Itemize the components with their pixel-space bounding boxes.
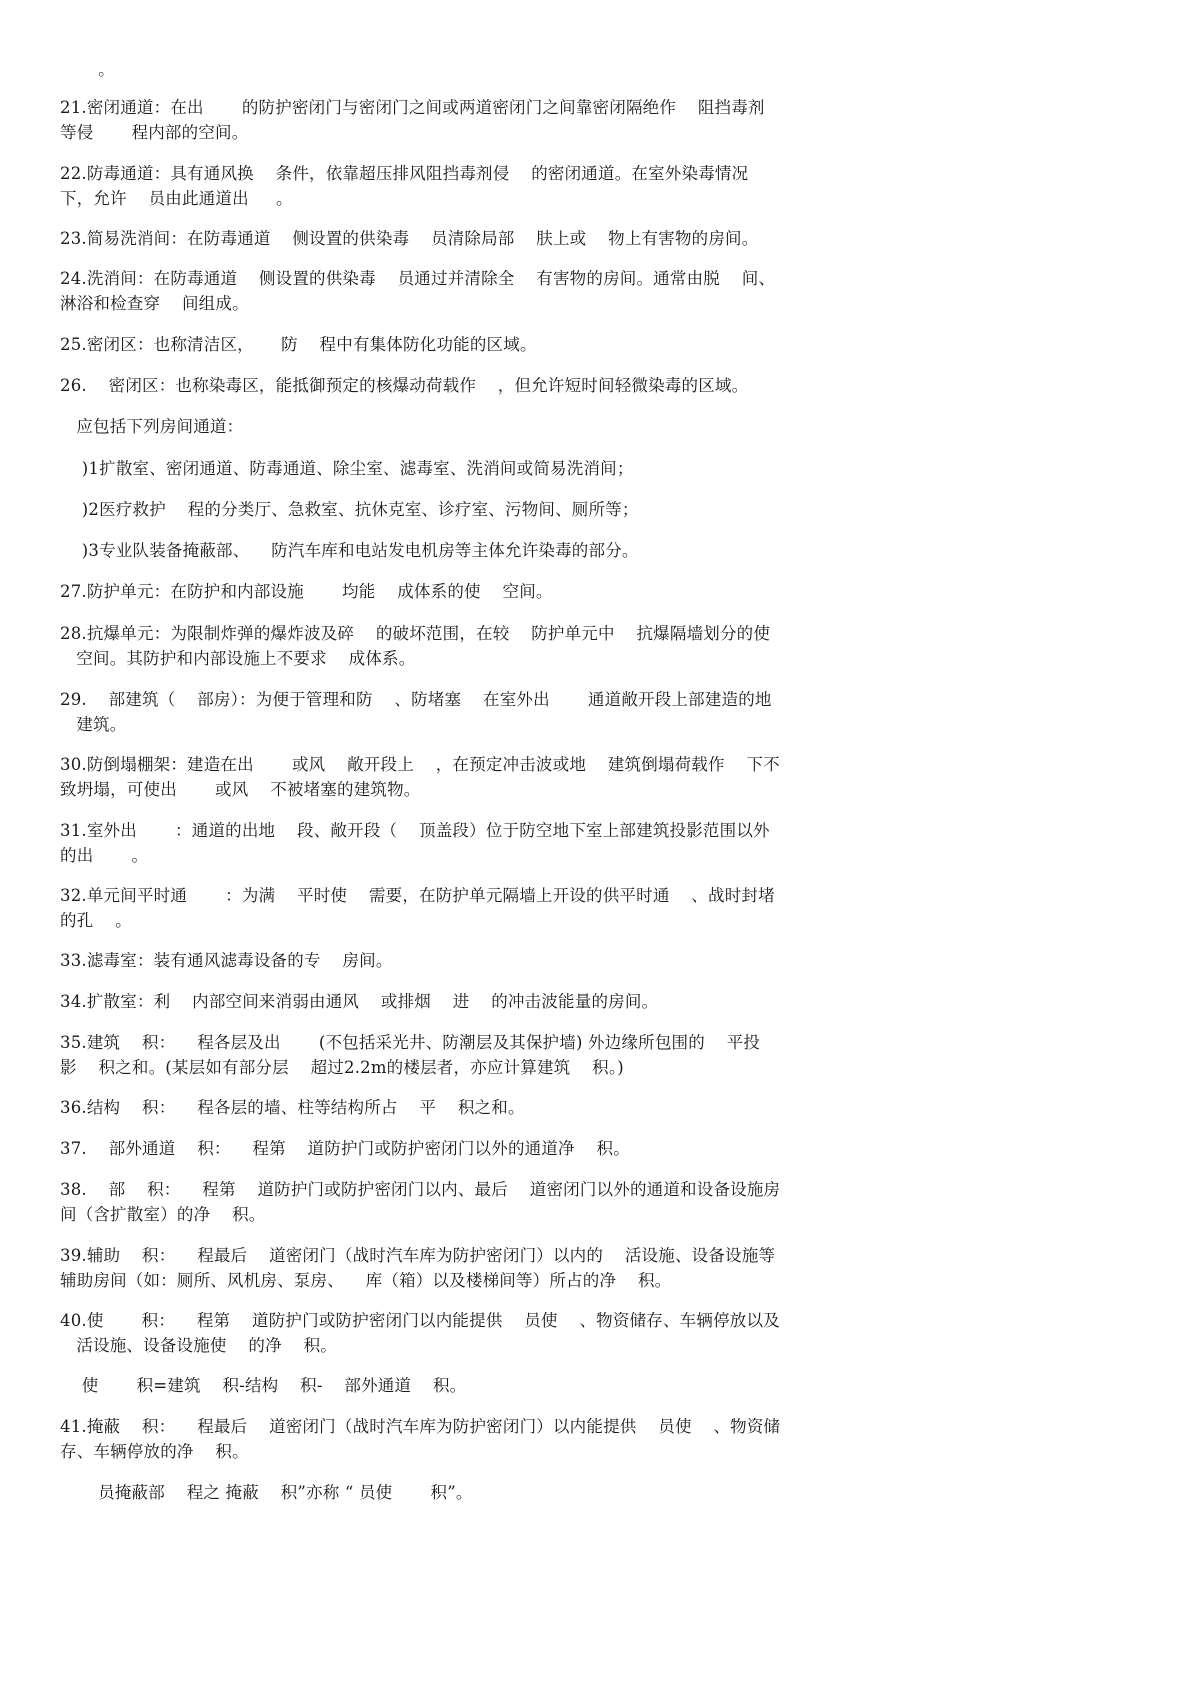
text-line: 25.密闭区：也称清洁区， 防 程中有集体防化功能的区域。: [60, 335, 537, 354]
text-line: )1扩散室、密闭通道、防毒通道、除尘室、滤毒室、洗消间或简易洗消间；: [60, 459, 634, 478]
text-line: 存、车辆停放的净 积。: [60, 1442, 249, 1461]
text-line: 22.防毒通道：具有通风换 条件，依靠超压排风阻挡毒剂侵 的密闭通道。在室外染毒情况: [60, 164, 749, 183]
text-line: 应包括下列房间通道：: [60, 417, 244, 436]
text-line: 39.辅助 积： 程最后 道密闭门（战时汽车库为防护密闭门）以内的 活设施、设备设施等: [60, 1246, 776, 1265]
text-line: 等侵 程内部的空间。: [60, 123, 249, 142]
text-line: 23.简易洗消间：在防毒通道 侧设置的供染毒 员清除局部 肤上或 物上有害物的房间。: [60, 229, 759, 248]
text-line: 35.建筑 积： 程各层及出 (不包括采光井、防潮层及其保护墙) 外边缘所包围的 平投: [60, 1033, 761, 1052]
text-line: 36.结构 积： 程各层的墙、柱等结构所占 平 积之和。: [60, 1098, 525, 1117]
text-line: 空间。其防护和内部设施上不要求 成体系。: [60, 649, 416, 668]
text-line: 34.扩散室：利 内部空间来消弱由通风 或排烟 进 的冲击波能量的房间。: [60, 992, 659, 1011]
text-line: 29. 部建筑（ 部房）：为便于管理和防 、防堵塞 在室外出 通道敞开段上部建造的地: [60, 690, 772, 709]
text-line: 建筑。: [60, 715, 127, 734]
text-line: 26. 密闭区：也称染毒区，能抵御预定的核爆动荷载作 ，但允许短时间轻微染毒的区域。: [60, 376, 749, 395]
text-line: )3专业队装备掩蔽部、 防汽车库和电站发电机房等主体允许染毒的部分。: [60, 541, 639, 560]
text-line: 40.使 积： 程第 道防护门或防护密闭门以内能提供 员使 、物资储存、车辆停放以及: [60, 1311, 780, 1330]
text-line: 28.抗爆单元：为限制炸弹的爆炸波及碎 的破坏范围，在较 防护单元中 抗爆隔墙划分的使: [60, 624, 771, 643]
text-line: 活设施、设备设施使 的净 积。: [60, 1336, 337, 1355]
text-line: 24.洗消间：在防毒通道 侧设置的供染毒 员通过并清除全 有害物的房间。通常由脱 间、: [60, 269, 776, 288]
text-line: 影 积之和。(某层如有部分层 超过2.2m的楼层者，亦应计算建筑 积。): [60, 1058, 624, 1077]
text-line: )2医疗救护 程的分类厅、急救室、抗休克室、诊疗室、污物间、厕所等；: [60, 500, 639, 519]
text-line: 的出 。: [60, 846, 149, 865]
text-line: 21.密闭通道：在出 的防护密闭门与密闭门之间或两道密闭门之间靠密闭隔绝作 阻挡毒剂: [60, 98, 765, 117]
text-line: 27.防护单元：在防护和内部设施 均能 成体系的使 空间。: [60, 582, 553, 601]
text-line: 41.掩蔽 积： 程最后 道密闭门（战时汽车库为防护密闭门）以内能提供 员使 、物资储: [60, 1417, 781, 1436]
text-line: 38. 部 积： 程第 道防护门或防护密闭门以内、最后 道密闭门以外的通道和设备设施房: [60, 1180, 781, 1199]
text-line: 淋浴和检查穿 间组成。: [60, 294, 249, 313]
text-line: 32.单元间平时通 ：为满 平时使 需要，在防护单元隔墙上开设的供平时通 、战时封堵: [60, 886, 775, 905]
text-line: 下，允许 员由此通道出 。: [60, 189, 293, 208]
text-line: 致坍塌，可使出 或风 不被堵塞的建筑物。: [60, 780, 421, 799]
text-line: 员掩蔽部 程之 掩蔽 积”亦称 “ 员使 积”。: [60, 1483, 473, 1502]
text-line: 辅助房间（如：厕所、风机房、泵房、 库（箱）以及楼梯间等）所占的净 积。: [60, 1271, 672, 1290]
text-line: 间（含扩散室）的净 积。: [60, 1205, 266, 1224]
text-line: 的孔 。: [60, 911, 132, 930]
text-line: 33.滤毒室：装有通风滤毒设备的专 房间。: [60, 951, 393, 970]
text-line: 。: [60, 60, 115, 79]
text-line: 31.室外出 ：通道的出地 段、敞开段（ 顶盖段）位于防空地下室上部建筑投影范围以外: [60, 821, 770, 840]
text-line: 使 积=建筑 积-结构 积- 部外通道 积。: [60, 1376, 467, 1395]
text-line: 30.防倒塌棚架：建造在出 或风 敞开段上 ，在预定冲击波或地 建筑倒塌荷载作 下不: [60, 755, 780, 774]
text-line: 37. 部外通道 积： 程第 道防护门或防护密闭门以外的通道净 积。: [60, 1139, 630, 1158]
